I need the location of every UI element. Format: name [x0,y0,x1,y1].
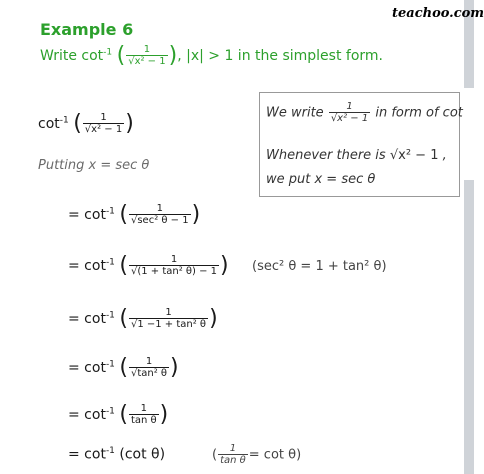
step-3-den: √1 −1 + tan² θ [130,319,207,330]
step-2: = $\cot^{-1}$ ( $\frac{1}{\text{√(1 + tan² θ) − 1}}$ ) [68,253,229,278]
step-3-sup: -1 [105,310,115,321]
box-line-1-fraction [329,101,370,125]
start-func: cot [38,116,60,132]
step-3-num: 1 [165,307,172,318]
problem-frac-den: √x² − 1 [128,56,166,67]
problem-prefix: Write cot [40,48,104,64]
box-line-1-num: 1 [346,101,353,112]
box-line-2 [266,148,447,163]
final-note-fraction [218,443,248,467]
step-1-num: 1 [156,203,163,214]
box-line-2-suffix: , [442,148,447,163]
step-2-den: √(1 + tan² θ) − 1 [130,266,218,277]
problem-statement: Write $\cot^{-1}$ ( $\frac{1}{\text{√x² − 1}}$ ), |x| > 1 in the simplest form. [40,43,383,68]
step-5: = $\cot^{-1}$ ( $\frac{1}{\text{tan θ}}$ ) [68,402,169,427]
final-note-den: tan θ [220,455,246,466]
start-sup: -1 [59,115,69,126]
step-5-den: tan θ [130,415,157,426]
step-2-sup: -1 [105,257,115,268]
box-line-1-den: √x² − 1 [330,113,369,124]
problem-sup: -1 [103,47,113,58]
step-4-num: 1 [145,356,153,367]
start-expression: $\cot^{-1}$ ( $\frac{1}{\text{√x² − 1}}$ ) [38,111,134,136]
step-5-sup: -1 [105,406,115,417]
start-frac-num: 1 [100,112,107,123]
box-line-1-prefix: We write [266,105,324,121]
step-1: = $\cot^{-1}$ ( $\frac{1}{\text{√sec² θ − 1}}$ ) [68,202,201,227]
step-3-prefix: = cot [68,311,106,327]
step-2-fraction [129,254,219,278]
step-2-prefix: = cot [68,258,106,274]
step-5-fraction [129,403,159,427]
example-title: Example 6 [40,20,134,39]
step-3-fraction [129,307,208,331]
start-frac-den: √x² − 1 [84,124,123,135]
step-2-num: 1 [170,254,178,265]
final-note: ( $\frac{1}{\text{tan θ}}$ = cot θ) [212,443,302,466]
start-fraction [83,112,124,136]
step-6-sup: -1 [105,446,115,456]
teachoo-logo: teachoo.com [392,6,484,21]
step-1-sup: -1 [105,206,115,217]
step-1-fraction [129,203,191,227]
box-line-1 [266,101,463,125]
right-edge-gap [464,88,474,180]
step-1-prefix: = cot [68,207,106,223]
identity-note: (sec² θ = 1 + tan² θ) [252,259,387,274]
box-line-3: we put x = sec θ [266,172,376,187]
step-4-sup: -1 [105,359,115,370]
step-4: = $\cot^{-1}$ ( $\frac{1}{\text{√tan² θ}}$ ) [68,355,179,380]
step-6-prefix: = cot [68,446,106,463]
step-1-den: √sec² θ − 1 [130,215,189,226]
final-note-tail: = cot θ) [248,447,302,463]
box-line-2-prefix: Whenever there is [266,148,386,163]
step-3: = $\cot^{-1}$ ( $\frac{1}{\text{√1 −1 + tan² θ}}$ ) [68,306,218,331]
final-note-num: 1 [229,443,237,454]
putting-line: Putting x = sec θ [38,158,150,173]
box-line-2-expr: √x² − 1 [389,148,439,163]
box-line-1-suffix: in form of cot [375,105,463,121]
step-4-fraction [129,356,169,380]
step-4-den: √tan² θ [130,368,168,379]
problem-frac-num: 1 [143,44,151,55]
step-4-prefix: = cot [68,360,106,376]
problem-suffix: , |x| > 1 in the simplest form. [177,48,383,64]
right-edge-bar [464,0,474,474]
problem-fraction [126,44,167,68]
note-box [259,92,463,197]
step-5-num: 1 [140,403,147,414]
step-6-tail: (cot θ) [119,446,166,463]
step-6 [68,446,165,463]
step-5-prefix: = cot [68,407,106,423]
